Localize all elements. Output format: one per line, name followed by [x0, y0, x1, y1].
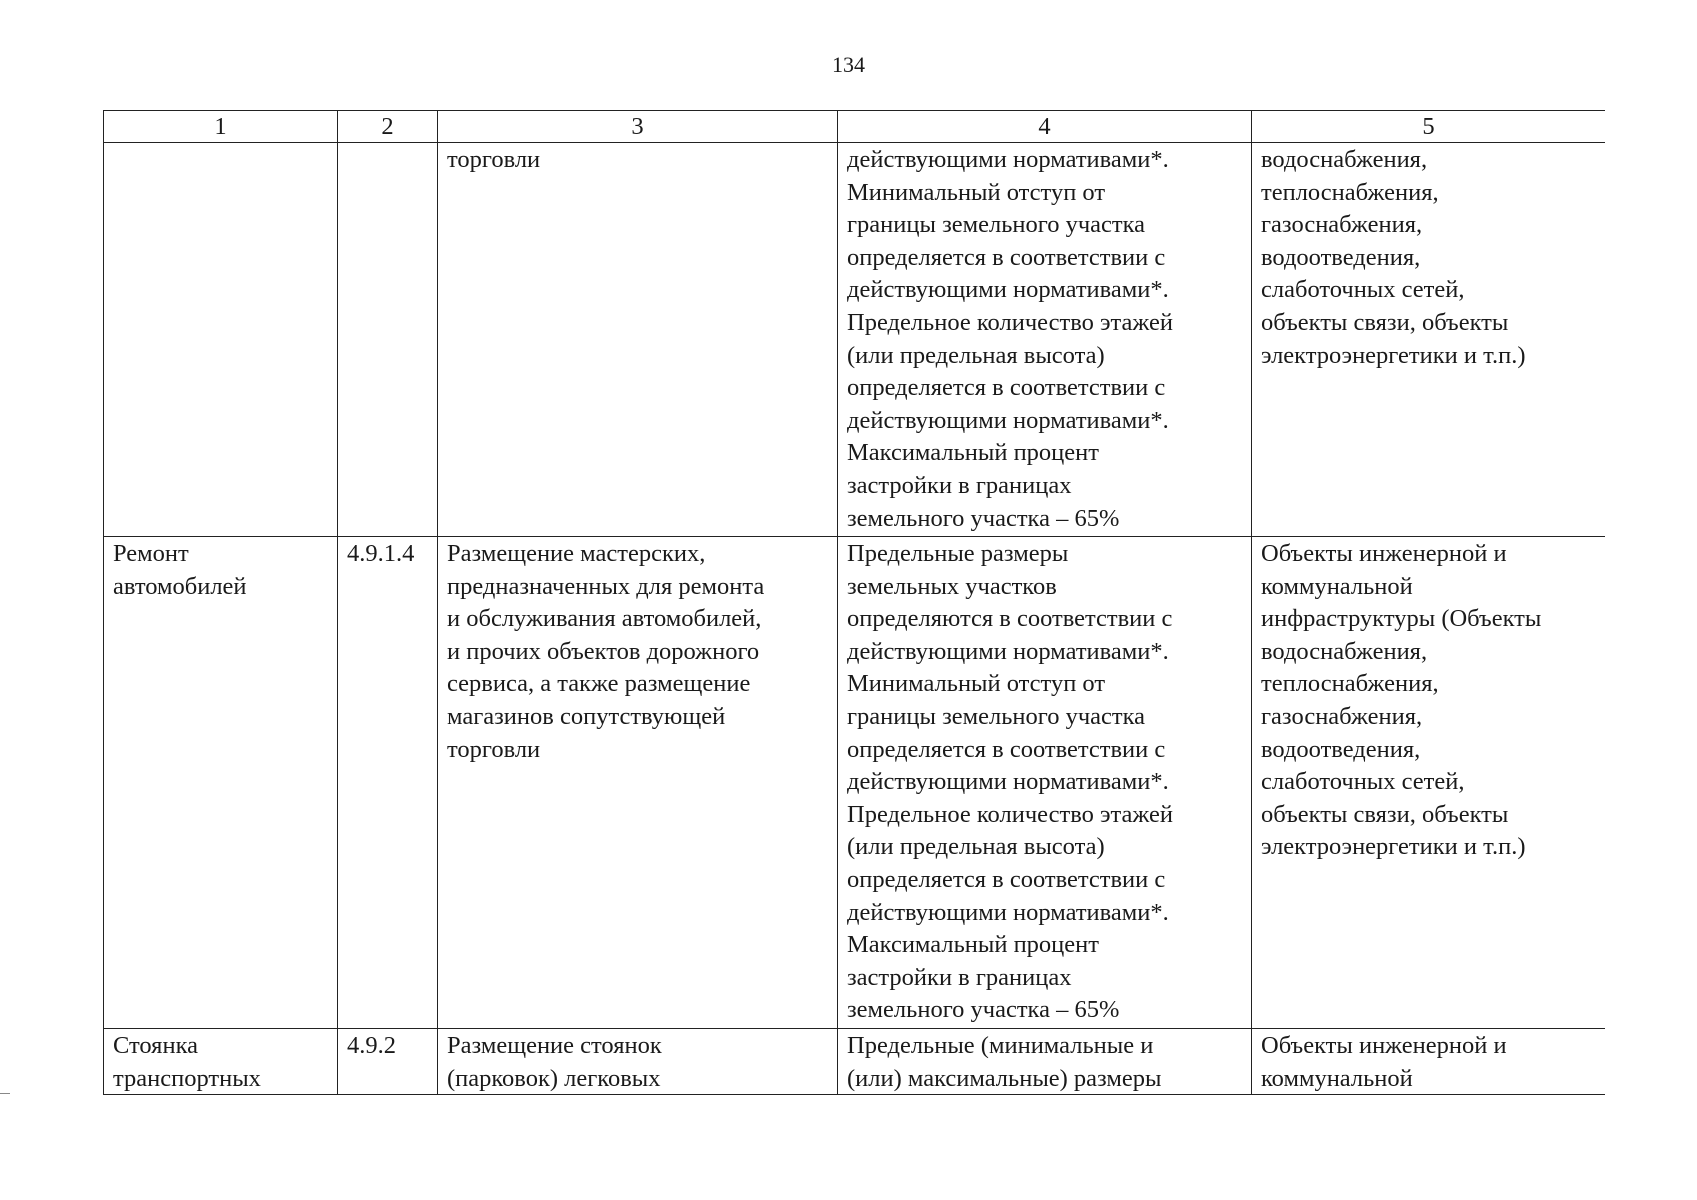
regulations-table-container	[103, 110, 1605, 1095]
use-type-name-cell: Стоянка транспортных	[104, 1029, 338, 1096]
scan-margin-mark	[0, 1093, 10, 1094]
use-type-code-cell: 4.9.1.4	[338, 537, 438, 1029]
auxiliary-objects-cell: Объекты инженерной и коммунальной инфраструктуры (Объекты водоснабжения, теплоснабжения, газоснабжения, водоотведения, слаботочных сетей, объекты связи, объекты электроэнергетики и т.п.)	[1252, 537, 1606, 1029]
use-type-code-cell: 4.9.2	[338, 1029, 438, 1096]
table-row	[104, 537, 1606, 1029]
table-row	[104, 1029, 1606, 1096]
use-type-name-cell	[104, 143, 338, 537]
column-header-2: 2	[338, 111, 438, 143]
table-row	[104, 143, 1606, 537]
regulations-table	[103, 110, 1605, 1095]
use-type-name-cell: Ремонт автомобилей	[104, 537, 338, 1029]
table-header-row	[104, 111, 1606, 143]
column-header-5: 5	[1252, 111, 1606, 143]
use-type-code-cell	[338, 143, 438, 537]
column-header-1: 1	[104, 111, 338, 143]
use-type-description-cell: Размещение мастерских, предназначенных для ремонта и обслуживания автомобилей, и прочих объектов дорожного сервиса, а также размещение магазинов сопутствующей торговли	[438, 537, 838, 1029]
limit-parameters-cell: действующими нормативами*. Минимальный отступ от границы земельного участка определяется в соответствии с действующими нормативами*. Предельное количество этажей (или предельная высота) определяется в соответствии с действующими нормативами*. Максимальный процент застройки в границах земельного участка – 65%	[838, 143, 1252, 537]
use-type-description-cell: торговли	[438, 143, 838, 537]
use-type-description-cell: Размещение стоянок (парковок) легковых	[438, 1029, 838, 1096]
auxiliary-objects-cell: водоснабжения, теплоснабжения, газоснабжения, водоотведения, слаботочных сетей, объекты связи, объекты электроэнергетики и т.п.)	[1252, 143, 1606, 537]
page-number: 134	[832, 52, 865, 77]
limit-parameters-cell: Предельные размеры земельных участков определяются в соответствии с действующими нормативами*. Минимальный отступ от границы земельного участка определяется в соответствии с действующими нормативами*. Предельное количество этажей (или предельная высота) определяется в соответствии с действующими нормативами*. Максимальный процент застройки в границах земельного участка – 65%	[838, 537, 1252, 1029]
column-header-4: 4	[838, 111, 1252, 143]
auxiliary-objects-cell: Объекты инженерной и коммунальной	[1252, 1029, 1606, 1096]
column-header-3: 3	[438, 111, 838, 143]
limit-parameters-cell: Предельные (минимальные и (или) максимальные) размеры	[838, 1029, 1252, 1096]
